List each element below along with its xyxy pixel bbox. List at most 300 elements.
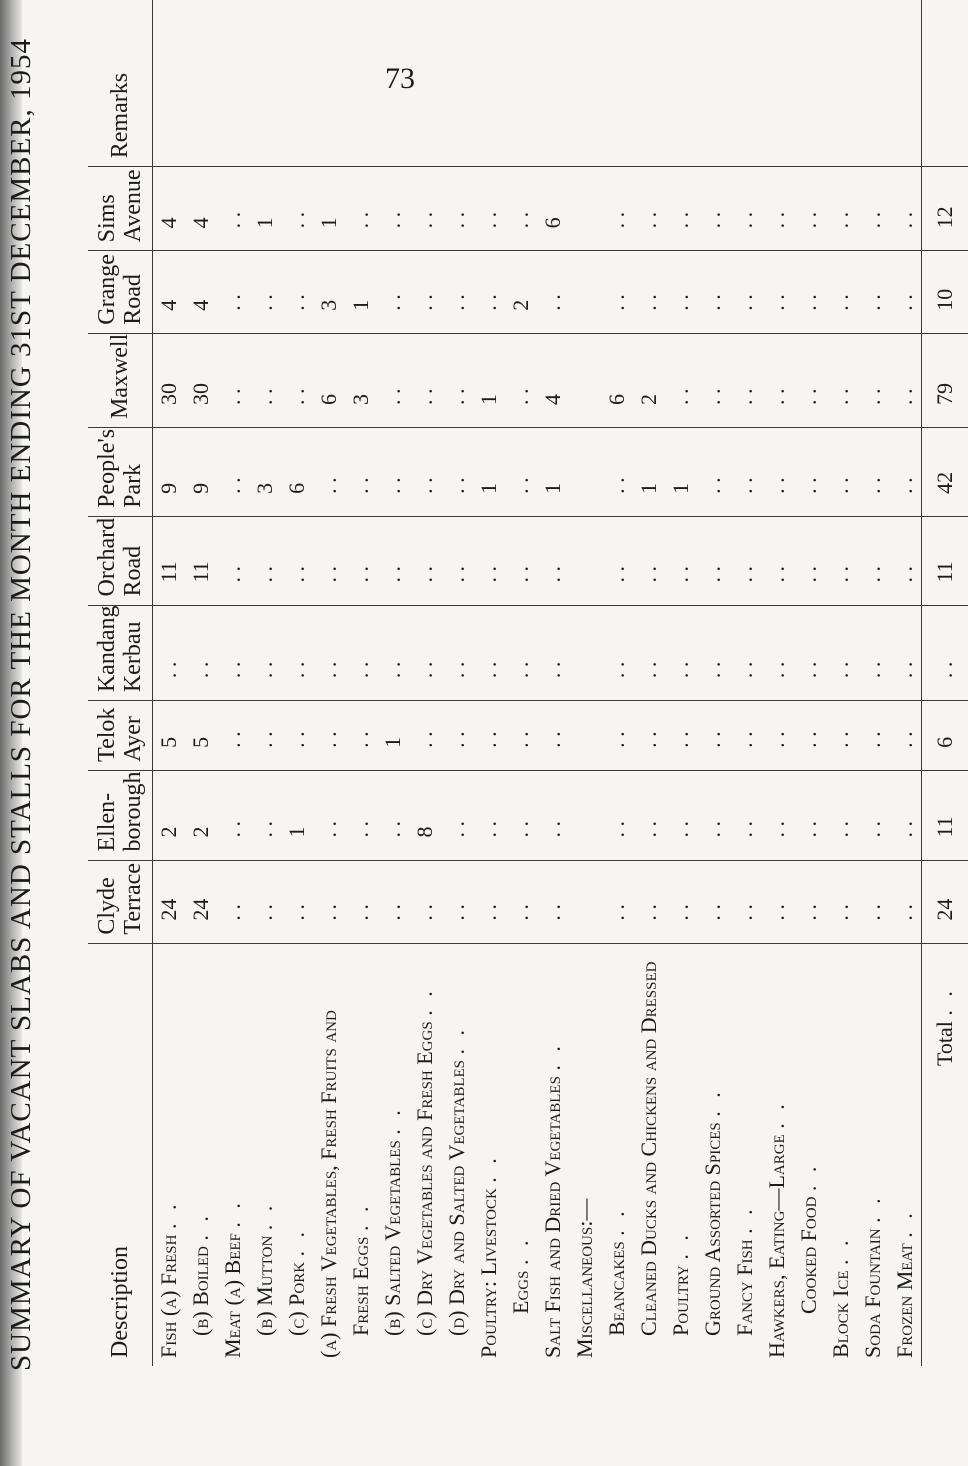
cell-peoples-park: 1 <box>665 428 697 517</box>
cell-sims-avenue: . . <box>793 167 825 251</box>
cell-clyde-terrace: . . <box>665 860 697 943</box>
row-description <box>185 943 217 1366</box>
cell-telok-ayer: . . <box>761 701 793 771</box>
table-row <box>281 0 313 1366</box>
row-description <box>537 943 569 1366</box>
table-row <box>633 0 665 1366</box>
cell-telok-ayer: . . <box>697 701 729 771</box>
cell-grange-road: 1 <box>345 251 377 333</box>
row-description <box>441 943 473 1366</box>
table-row <box>729 0 761 1366</box>
cell-clyde-terrace: . . <box>249 860 281 943</box>
cell-clyde-terrace: . . <box>697 860 729 943</box>
cell-orchard-road: . . <box>793 516 825 605</box>
row-leader-dots: . . <box>188 1212 213 1241</box>
row-leader-dots: . . <box>476 1154 501 1183</box>
table-row <box>441 0 473 1366</box>
cell-grange-road: . . <box>793 251 825 333</box>
cell-maxwell: 6 <box>601 333 633 427</box>
cell-kandang-kerbau: . . <box>889 605 922 701</box>
row-leader-dots: . . <box>380 1106 405 1135</box>
cell-ellenborough: . . <box>793 770 825 860</box>
cell-peoples-park: . . <box>857 428 889 517</box>
cell-orchard-road: . . <box>601 516 633 605</box>
cell-maxwell: 2 <box>633 333 665 427</box>
cell-peoples-park: . . <box>217 428 249 517</box>
cell-ellenborough <box>569 770 601 860</box>
cell-sims-avenue: . . <box>409 167 441 251</box>
row-description <box>665 943 697 1366</box>
table-header-row <box>88 0 153 1366</box>
cell-sims-avenue: . . <box>473 167 505 251</box>
cell-maxwell: . . <box>377 333 409 427</box>
cell-peoples-park: . . <box>601 428 633 517</box>
table-row <box>153 0 186 1366</box>
row-label: Cleaned Ducks and Chickens and Dressed <box>636 961 661 1336</box>
cell-clyde-terrace: . . <box>217 860 249 943</box>
cell-grange-road: . . <box>377 251 409 333</box>
cell-ellenborough: . . <box>345 770 377 860</box>
cell-peoples-park: . . <box>729 428 761 517</box>
total-leader-dots: . . <box>932 987 957 1016</box>
cell-maxwell: . . <box>793 333 825 427</box>
cell-grange-road: . . <box>473 251 505 333</box>
cell-grange-road: . . <box>537 251 569 333</box>
cell-remarks <box>185 0 217 167</box>
row-description <box>473 943 505 1366</box>
cell-peoples-park: . . <box>441 428 473 517</box>
cell-ellenborough: . . <box>377 770 409 860</box>
total-telok-ayer: 6 <box>922 701 968 771</box>
cell-maxwell: . . <box>281 333 313 427</box>
cell-ellenborough: . . <box>601 770 633 860</box>
cell-kandang-kerbau: . . <box>825 605 857 701</box>
cell-ellenborough: . . <box>217 770 249 860</box>
cell-telok-ayer: . . <box>825 701 857 771</box>
row-leader-dots: . . <box>444 1025 469 1055</box>
cell-sims-avenue: 4 <box>185 167 217 251</box>
row-label: Fish (a) Fresh <box>156 1234 181 1358</box>
cell-telok-ayer: . . <box>793 701 825 771</box>
cell-peoples-park: 1 <box>633 428 665 517</box>
row-leader-dots: . . <box>860 1194 885 1223</box>
cell-remarks <box>473 0 505 167</box>
cell-remarks <box>633 0 665 167</box>
cell-clyde-terrace: 24 <box>185 860 217 943</box>
cell-grange-road: . . <box>409 251 441 333</box>
row-leader-dots: . . <box>412 987 437 1016</box>
cell-kandang-kerbau: . . <box>313 605 345 701</box>
col-header-clyde-terrace: Clyde Terrace <box>88 860 153 943</box>
cell-sims-avenue: 1 <box>249 167 281 251</box>
row-leader-dots: . . <box>604 1207 629 1236</box>
total-remarks <box>922 0 968 167</box>
table-row <box>793 0 825 1366</box>
cell-telok-ayer: . . <box>217 701 249 771</box>
row-description <box>857 943 889 1366</box>
row-description <box>313 943 345 1366</box>
col-header-ellenborough: Ellen-borough <box>88 770 153 860</box>
cell-remarks <box>377 0 409 167</box>
cell-orchard-road: . . <box>857 516 889 605</box>
cell-kandang-kerbau: . . <box>185 605 217 701</box>
cell-ellenborough: 1 <box>281 770 313 860</box>
col-header-telok-ayer: Telok Ayer <box>88 701 153 771</box>
cell-sims-avenue: . . <box>377 167 409 251</box>
cell-kandang-kerbau: . . <box>217 605 249 701</box>
row-leader-dots: . . <box>220 1199 245 1228</box>
cell-peoples-park: 1 <box>473 428 505 517</box>
cell-kandang-kerbau: . . <box>473 605 505 701</box>
table-row <box>665 0 697 1366</box>
cell-ellenborough: . . <box>249 770 281 860</box>
row-leader-dots: . . <box>540 1042 565 1071</box>
table-row <box>569 0 601 1366</box>
cell-clyde-terrace: . . <box>441 860 473 943</box>
cell-telok-ayer: . . <box>313 701 345 771</box>
row-description <box>569 943 601 1366</box>
cell-telok-ayer: . . <box>633 701 665 771</box>
row-label: Fancy Fish <box>732 1239 757 1336</box>
cell-orchard-road: . . <box>473 516 505 605</box>
cell-maxwell: . . <box>505 333 537 427</box>
cell-kandang-kerbau: . . <box>601 605 633 701</box>
row-label: Poultry: Livestock <box>476 1188 501 1358</box>
table-row <box>761 0 793 1366</box>
col-header-grange-road: Grange Road <box>88 251 153 333</box>
cell-orchard-road: . . <box>217 516 249 605</box>
row-label: Block Ice <box>828 1270 853 1358</box>
row-description <box>377 943 409 1366</box>
row-description <box>217 943 249 1366</box>
cell-maxwell: 3 <box>345 333 377 427</box>
cell-telok-ayer: . . <box>345 701 377 771</box>
cell-peoples-park: 3 <box>249 428 281 517</box>
cell-kandang-kerbau: . . <box>665 605 697 701</box>
cell-remarks <box>313 0 345 167</box>
cell-peoples-park: . . <box>825 428 857 517</box>
cell-peoples-park: . . <box>409 428 441 517</box>
row-description <box>153 943 186 1366</box>
cell-remarks <box>153 0 186 167</box>
cell-peoples-park: . . <box>697 428 729 517</box>
row-description <box>249 943 281 1366</box>
cell-grange-road: . . <box>665 251 697 333</box>
cell-peoples-park <box>569 428 601 517</box>
col-header-sims-avenue: Sims Avenue <box>88 167 153 251</box>
cell-peoples-park: . . <box>377 428 409 517</box>
cell-orchard-road: . . <box>889 516 922 605</box>
cell-peoples-park: 1 <box>537 428 569 517</box>
cell-orchard-road: . . <box>761 516 793 605</box>
cell-grange-road: . . <box>441 251 473 333</box>
cell-grange-road <box>569 251 601 333</box>
cell-clyde-terrace: . . <box>729 860 761 943</box>
cell-telok-ayer: . . <box>281 701 313 771</box>
row-label: Miscellaneous:— <box>572 1198 597 1358</box>
cell-orchard-road: . . <box>697 516 729 605</box>
cell-orchard-road: . . <box>633 516 665 605</box>
cell-telok-ayer: . . <box>409 701 441 771</box>
total-grange-road: 10 <box>922 251 968 333</box>
cell-clyde-terrace: . . <box>825 860 857 943</box>
cell-orchard-road: . . <box>825 516 857 605</box>
cell-maxwell <box>569 333 601 427</box>
table-row <box>377 0 409 1366</box>
cell-telok-ayer: . . <box>249 701 281 771</box>
cell-remarks <box>537 0 569 167</box>
row-label: Eggs <box>508 1270 533 1314</box>
cell-orchard-road: . . <box>313 516 345 605</box>
cell-telok-ayer: 1 <box>377 701 409 771</box>
cell-clyde-terrace: . . <box>537 860 569 943</box>
row-label: (b) Boiled <box>188 1246 213 1336</box>
cell-grange-road: 3 <box>313 251 345 333</box>
row-label: Poultry <box>668 1265 693 1336</box>
cell-sims-avenue: 6 <box>537 167 569 251</box>
cell-remarks <box>761 0 793 167</box>
row-label: Hawkers, Eating—Large <box>764 1134 789 1358</box>
cell-sims-avenue: . . <box>345 167 377 251</box>
cell-kandang-kerbau: . . <box>281 605 313 701</box>
table-row <box>313 0 345 1366</box>
cell-ellenborough: . . <box>697 770 729 860</box>
total-kandang-kerbau: . . <box>922 605 968 701</box>
cell-grange-road: . . <box>889 251 922 333</box>
cell-grange-road: . . <box>217 251 249 333</box>
row-label: (d) Dry and Salted Vegetables <box>444 1059 469 1336</box>
cell-remarks <box>345 0 377 167</box>
row-label: Beancakes <box>604 1241 629 1336</box>
cell-maxwell: . . <box>249 333 281 427</box>
cell-clyde-terrace: . . <box>633 860 665 943</box>
cell-peoples-park: . . <box>793 428 825 517</box>
cell-remarks <box>729 0 761 167</box>
cell-telok-ayer: 5 <box>185 701 217 771</box>
row-description <box>633 943 665 1366</box>
table-row <box>889 0 922 1366</box>
cell-orchard-road: . . <box>409 516 441 605</box>
table-row <box>345 0 377 1366</box>
total-peoples-park: 42 <box>922 428 968 517</box>
cell-kandang-kerbau: . . <box>793 605 825 701</box>
cell-ellenborough: . . <box>537 770 569 860</box>
cell-remarks <box>697 0 729 167</box>
cell-orchard-road: . . <box>249 516 281 605</box>
col-header-remarks: Remarks <box>88 0 153 167</box>
cell-ellenborough: . . <box>729 770 761 860</box>
cell-clyde-terrace <box>569 860 601 943</box>
cell-telok-ayer: . . <box>473 701 505 771</box>
cell-grange-road: 4 <box>153 251 186 333</box>
cell-kandang-kerbau <box>569 605 601 701</box>
total-orchard-road: 11 <box>922 516 968 605</box>
row-description <box>825 943 857 1366</box>
cell-kandang-kerbau: . . <box>729 605 761 701</box>
cell-sims-avenue: . . <box>601 167 633 251</box>
total-ellenborough: 11 <box>922 770 968 860</box>
cell-telok-ayer: . . <box>857 701 889 771</box>
table-row <box>825 0 857 1366</box>
cell-maxwell: . . <box>217 333 249 427</box>
cell-grange-road: . . <box>249 251 281 333</box>
cell-kandang-kerbau: . . <box>505 605 537 701</box>
cell-remarks <box>889 0 922 167</box>
cell-sims-avenue: 1 <box>313 167 345 251</box>
cell-ellenborough: . . <box>633 770 665 860</box>
table-row <box>185 0 217 1366</box>
cell-maxwell: . . <box>889 333 922 427</box>
total-description <box>922 943 968 1366</box>
cell-maxwell: . . <box>825 333 857 427</box>
col-header-kandang-kerbau: Kandang Kerbau <box>88 605 153 701</box>
cell-remarks <box>601 0 633 167</box>
cell-telok-ayer: . . <box>505 701 537 771</box>
row-description <box>729 943 761 1366</box>
cell-sims-avenue: . . <box>505 167 537 251</box>
row-description <box>505 943 537 1366</box>
cell-sims-avenue <box>569 167 601 251</box>
cell-grange-road: . . <box>633 251 665 333</box>
cell-sims-avenue: . . <box>825 167 857 251</box>
total-maxwell: 79 <box>922 333 968 427</box>
cell-maxwell: . . <box>665 333 697 427</box>
col-header-description: Description <box>88 943 153 1366</box>
table-row <box>697 0 729 1366</box>
row-description <box>793 943 825 1366</box>
row-label: Ground Assorted Spices <box>700 1122 725 1336</box>
cell-sims-avenue: . . <box>697 167 729 251</box>
total-label: Total <box>932 1021 957 1066</box>
cell-remarks <box>409 0 441 167</box>
cell-orchard-road: . . <box>281 516 313 605</box>
table-row <box>857 0 889 1366</box>
cell-clyde-terrace: . . <box>793 860 825 943</box>
cell-sims-avenue: . . <box>441 167 473 251</box>
cell-orchard-road: . . <box>505 516 537 605</box>
cell-grange-road: . . <box>761 251 793 333</box>
cell-remarks <box>217 0 249 167</box>
cell-ellenborough: 8 <box>409 770 441 860</box>
cell-sims-avenue: 4 <box>153 167 186 251</box>
row-label: (b) Mutton <box>252 1235 277 1336</box>
row-leader-dots: . . <box>668 1231 693 1260</box>
cell-remarks <box>569 0 601 167</box>
cell-ellenborough: 2 <box>153 770 186 860</box>
cell-maxwell: 6 <box>313 333 345 427</box>
cell-sims-avenue: . . <box>889 167 922 251</box>
row-leader-dots: . . <box>796 1162 821 1192</box>
cell-orchard-road: . . <box>377 516 409 605</box>
cell-remarks <box>793 0 825 167</box>
cell-orchard-road: . . <box>441 516 473 605</box>
vacant-stalls-table <box>88 0 968 1366</box>
cell-maxwell: . . <box>857 333 889 427</box>
table-row <box>249 0 281 1366</box>
cell-clyde-terrace: . . <box>281 860 313 943</box>
cell-peoples-park: . . <box>889 428 922 517</box>
cell-peoples-park: 9 <box>153 428 186 517</box>
cell-ellenborough: . . <box>313 770 345 860</box>
cell-sims-avenue: . . <box>217 167 249 251</box>
cell-maxwell: 4 <box>537 333 569 427</box>
cell-orchard-road <box>569 516 601 605</box>
cell-remarks <box>249 0 281 167</box>
cell-kandang-kerbau: . . <box>409 605 441 701</box>
cell-ellenborough: . . <box>889 770 922 860</box>
row-leader-dots: . . <box>348 1202 373 1231</box>
cell-clyde-terrace: . . <box>601 860 633 943</box>
row-label: Soda Fountain <box>860 1228 885 1358</box>
table-row <box>217 0 249 1366</box>
cell-grange-road: . . <box>857 251 889 333</box>
row-leader-dots: . . <box>284 1227 309 1257</box>
cell-peoples-park: 6 <box>281 428 313 517</box>
cell-maxwell: 30 <box>185 333 217 427</box>
cell-clyde-terrace: . . <box>409 860 441 943</box>
total-clyde-terrace: 24 <box>922 860 968 943</box>
cell-maxwell: . . <box>409 333 441 427</box>
cell-peoples-park: . . <box>313 428 345 517</box>
row-leader-dots: . . <box>156 1200 181 1230</box>
cell-kandang-kerbau: . . <box>345 605 377 701</box>
row-leader-dots: . . <box>892 1209 917 1238</box>
cell-sims-avenue: . . <box>857 167 889 251</box>
row-description <box>345 943 377 1366</box>
row-label: (c) Pork <box>284 1261 309 1336</box>
cell-sims-avenue: . . <box>729 167 761 251</box>
row-description <box>889 943 922 1366</box>
cell-ellenborough: 2 <box>185 770 217 860</box>
cell-grange-road: . . <box>825 251 857 333</box>
page-title: SUMMARY OF VACANT SLABS AND STALLS FOR THE MONTH ENDING 31ST DECEMBER, 1954 <box>5 37 37 1371</box>
cell-kandang-kerbau: . . <box>377 605 409 701</box>
cell-peoples-park: . . <box>505 428 537 517</box>
cell-telok-ayer <box>569 701 601 771</box>
cell-grange-road: 2 <box>505 251 537 333</box>
cell-clyde-terrace: . . <box>857 860 889 943</box>
row-description <box>761 943 793 1366</box>
row-label: (b) Salted Vegetables <box>380 1140 405 1336</box>
cell-peoples-park: . . <box>345 428 377 517</box>
row-leader-dots: . . <box>508 1236 533 1266</box>
cell-sims-avenue: . . <box>665 167 697 251</box>
cell-ellenborough: . . <box>857 770 889 860</box>
cell-orchard-road: . . <box>345 516 377 605</box>
cell-remarks <box>857 0 889 167</box>
row-leader-dots: . . <box>764 1100 789 1129</box>
col-header-peoples-park: People's Park <box>88 428 153 517</box>
cell-remarks <box>441 0 473 167</box>
row-description <box>697 943 729 1366</box>
row-leader-dots: . . <box>700 1088 725 1117</box>
cell-ellenborough: . . <box>441 770 473 860</box>
cell-telok-ayer: . . <box>537 701 569 771</box>
cell-grange-road: . . <box>697 251 729 333</box>
row-label: (a) Fresh Vegetables, Fresh Fruits and <box>316 1010 341 1358</box>
cell-remarks <box>505 0 537 167</box>
cell-clyde-terrace: . . <box>761 860 793 943</box>
table-row <box>505 0 537 1366</box>
cell-ellenborough: . . <box>505 770 537 860</box>
row-label: Cooked Food <box>796 1196 821 1314</box>
cell-kandang-kerbau: . . <box>537 605 569 701</box>
row-description <box>601 943 633 1366</box>
cell-kandang-kerbau: . . <box>761 605 793 701</box>
col-header-orchard-road: Orchard Road <box>88 516 153 605</box>
cell-kandang-kerbau: . . <box>441 605 473 701</box>
cell-telok-ayer: 5 <box>153 701 186 771</box>
